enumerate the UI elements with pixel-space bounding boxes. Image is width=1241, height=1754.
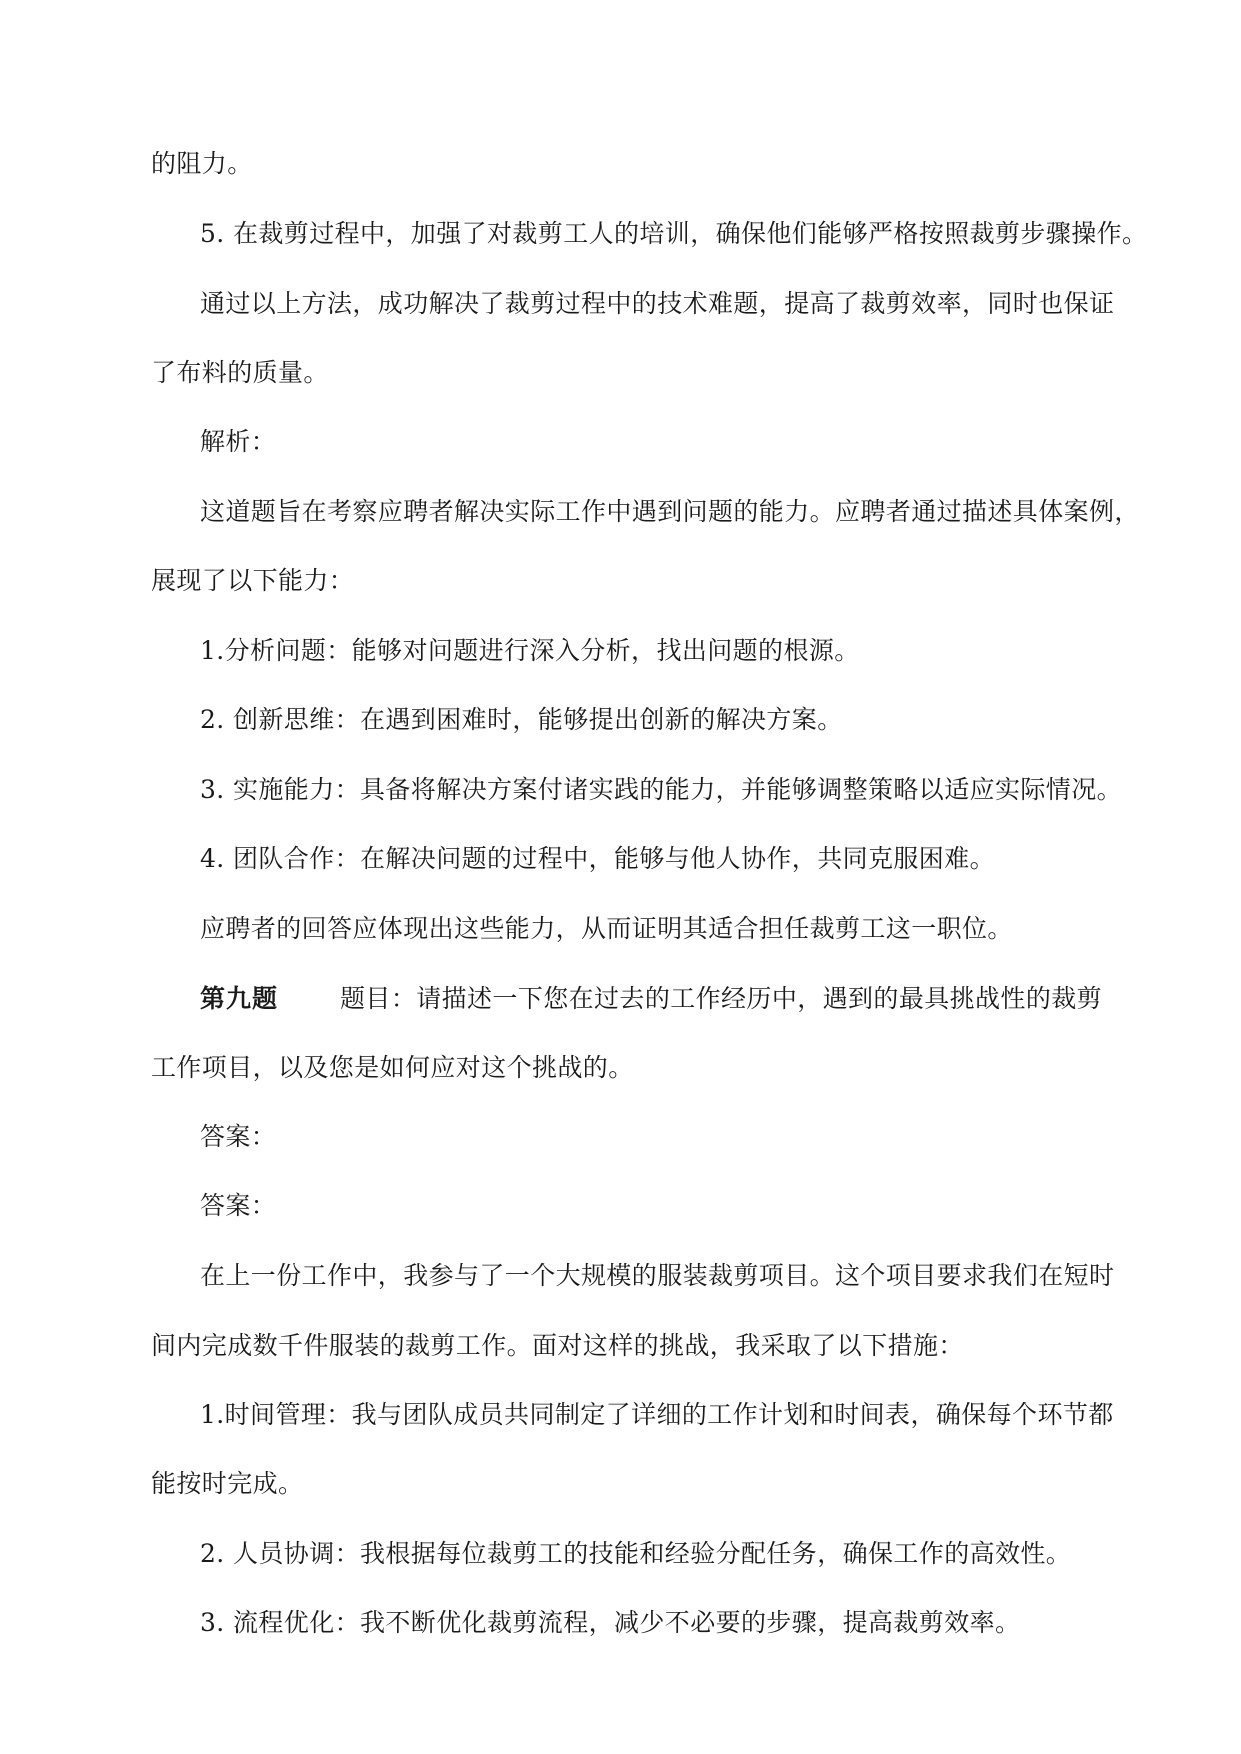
text-line: 间内完成数千件服装的裁剪工作。面对这样的挑战，我采取了以下措施：: [151, 1331, 964, 1360]
section-label: 解析：: [200, 427, 277, 456]
text-line: 了布料的质量。: [151, 358, 329, 387]
text-line: 通过以上方法，成功解决了裁剪过程中的技术难题，提高了裁剪效率，同时也保证: [200, 289, 1115, 318]
text-line: 在上一份工作中，我参与了一个大规模的服装裁剪项目。这个项目要求我们在短时: [200, 1261, 1115, 1290]
question-line: [200, 982, 1102, 1016]
list-item: 1.时间管理：我与团队成员共同制定了详细的工作计划和时间表，确保每个环节都: [200, 1400, 1114, 1429]
list-item: 4. 团队合作：在解决问题的过程中，能够与他人协作，共同克服困难。: [200, 844, 996, 873]
text-line: 5. 在裁剪过程中，加强了对裁剪工人的培训，确保他们能够严格按照裁剪步骤操作。: [200, 219, 1148, 248]
list-item: 3. 流程优化：我不断优化裁剪流程，减少不必要的步骤，提高裁剪效率。: [200, 1608, 1021, 1637]
list-item: 2. 创新思维：在遇到困难时，能够提出创新的解决方案。: [200, 705, 843, 734]
list-item: 2. 人员协调：我根据每位裁剪工的技能和经验分配任务，确保工作的高效性。: [200, 1539, 1072, 1568]
answer-label: 答案：: [200, 1191, 277, 1220]
text-line: 的阻力。: [151, 149, 253, 178]
question-number: 第九题: [200, 984, 279, 1013]
text-line: 展现了以下能力：: [151, 566, 355, 595]
text-line: 能按时完成。: [151, 1469, 304, 1498]
list-item: 1.分析问题：能够对问题进行深入分析，找出问题的根源。: [200, 636, 860, 665]
list-item: 3. 实施能力：具备将解决方案付诸实践的能力，并能够调整策略以适应实际情况。: [200, 775, 1123, 804]
text-line: 应聘者的回答应体现出这些能力，从而证明其适合担任裁剪工这一职位。: [200, 914, 1013, 943]
question-text: 题目：请描述一下您在过去的工作经历中，遇到的最具挑战性的裁剪: [340, 984, 1103, 1013]
answer-label: 答案：: [200, 1122, 277, 1151]
text-line: 工作项目，以及您是如何应对这个挑战的。: [151, 1053, 634, 1082]
text-line: 这道题旨在考察应聘者解决实际工作中遇到问题的能力。应聘者通过描述具体案例，: [200, 497, 1140, 526]
